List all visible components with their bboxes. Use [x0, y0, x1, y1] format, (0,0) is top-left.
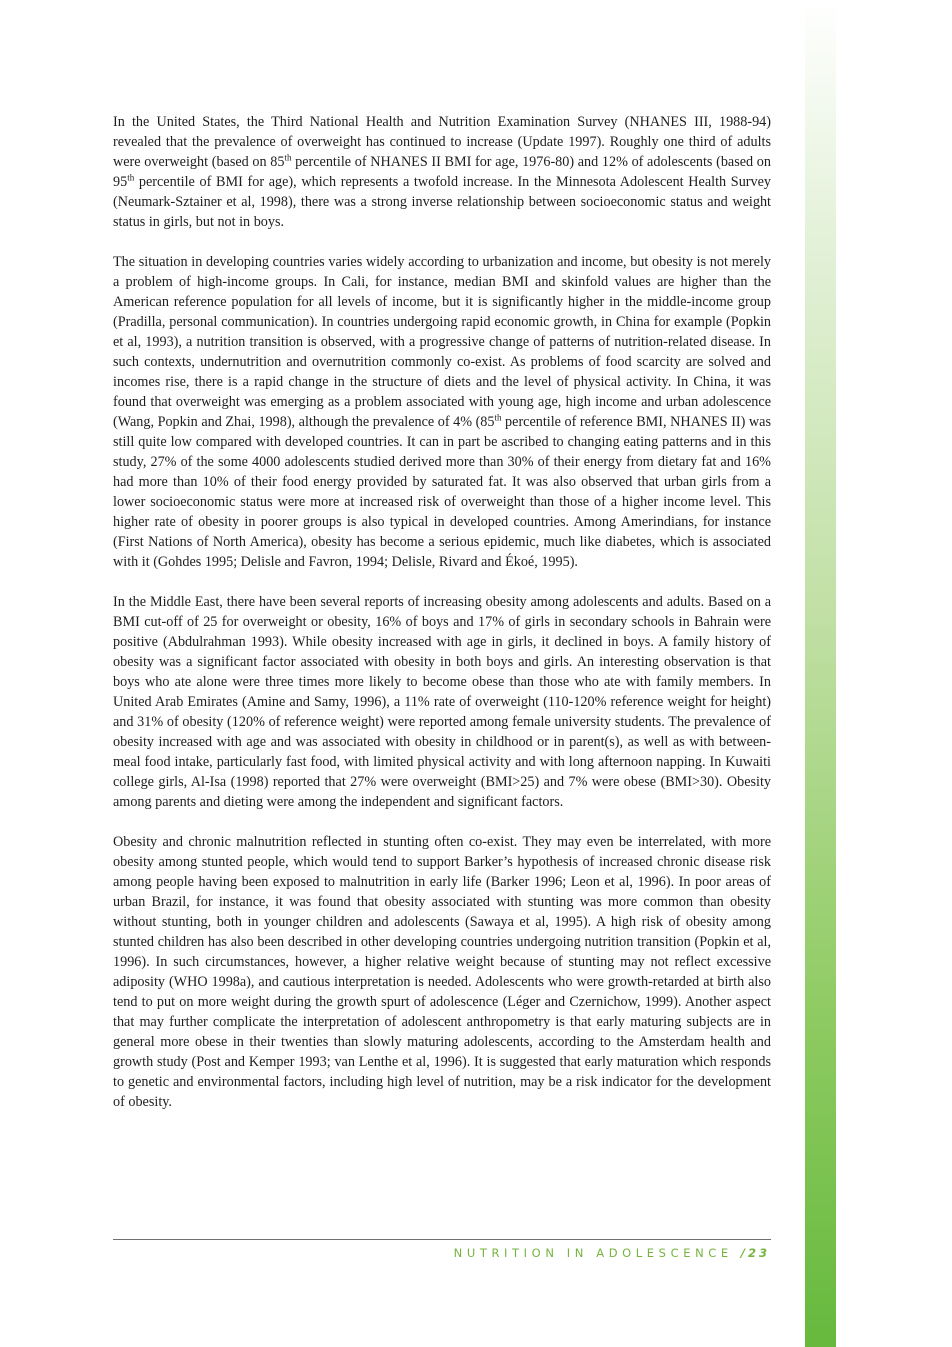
paragraph — [113, 112, 771, 232]
text-run: percentile of BMI for age), which represents a twofold increase. In the Minnesota Adolescent Health Survey (Neumark-Sztainer et al, 1998), there was a strong inverse relationship between socioeconomic status and weight status in girls, but not in boys. — [113, 174, 771, 230]
text-run: Obesity and chronic malnutrition reflected in stunting often co-exist. They may even be interrelated, with more obesity among stunted people, which would tend to support Barker’s hypothesis of increased chronic disease risk among people having been exposed to malnutrition in early life (Barker 1996; Leon et al, 1996). In poor areas of urban Brazil, for instance, it was found that obesity associated with stunting was more common than obesity without stunting, both in younger children and adolescents (Sawaya et al, 1995). A high risk of obesity among stunted children has also been described in other developing countries undergoing nutrition transition (Popkin et al, 1996). In such circumstances, however, a higher relative weight because of stunting may not reflect excessive adiposity (WHO 1998a), and cautious interpretation is needed. Adolescents who were growth-retarded at birth also tend to put on more weight during the growth spurt of adolescence (Léger and Czernichow, 1999). Another aspect that may further complicate the interpretation of adolescent anthropometry is that early maturing subjects are in general more obese in their twenties than slowly maturing adolescents, according to the Amsterdam health and growth study (Post and Kemper 1993; van Lenthe et al, 1996). It is suggested that early maturation which responds to genetic and environmental factors, including high level of nutrition, may be a risk indicator for the development of obesity. — [113, 834, 771, 1110]
text-run: percentile of reference BMI, NHANES II) was still quite low compared with developed countries. It can in part be ascribed to changing eating patterns and in this study, 27% of the some 4000 adolescents studied derived more than 30% of their energy from dietary fat and 16% had more than 10% of their food energy provided by saturated fat. It was also observed that urban girls from a lower socioeconomic status were more at increased risk of overweight than those of a higher income level. This higher rate of obesity in poorer groups is also typical in developed countries. Among Amerindians, for instance (First Nations of North America), obesity has become a serious epidemic, much like diabetes, which is associated with it (Gohdes 1995; Delisle and Favron, 1994; Delisle, Rivard and Ékoé, 1995). — [113, 414, 771, 570]
paragraph — [113, 832, 771, 1112]
body-text — [113, 112, 771, 1132]
side-decoration-bar — [805, 0, 836, 1347]
running-title: NUTRITION IN ADOLESCENCE — [453, 1246, 733, 1260]
text-run: The situation in developing countries varies widely according to urbanization and income, but obesity is not merely a problem of high-income groups. In Cali, for instance, median BMI and skinfold values are higher than the American reference population for all levels of income, but it is significantly higher in the middle-income group (Pradilla, personal communication). In countries undergoing rapid economic growth, in China for example (Popkin et al, 1993), a nutrition transition is observed, with a progressive change of patterns of nutrition-related disease. In such contexts, undernutrition and overnutrition commonly co-exist. As problems of food scarcity are solved and incomes rise, there is a rapid change in the structure of diets and the level of physical activity. In China, it was found that overweight was emerging as a problem associated with young age, high income and urban adolescence (Wang, Popkin and Zhai, 1998), although the prevalence of 4% (85 — [113, 254, 771, 430]
text-run: In the Middle East, there have been several reports of increasing obesity among adolescents and adults. Based on a BMI cut-off of 25 for overweight or obesity, 16% of boys and 17% of girls in secondary schools in Bahrain were positive (Abdulrahman 1993). While obesity increased with age in girls, it declined in boys. A family history of obesity was a significant factor associated with obesity in both boys and girls. An interesting observation is that boys who ate alone were three times more likely to become obese than those who ate with family members. In United Arab Emirates (Amine and Samy, 1996), a 11% rate of overweight (110-120% reference weight for height) and 31% of obesity (120% of reference weight) were reported among female university students. The prevalence of obesity increased with age and was associated with obesity in childhood or in parent(s), as well as with between-meal food intake, particularly fast food, with limited physical activity and with long afternoon napping. In Kuwaiti college girls, Al-Isa (1998) reported that 27% were overweight (BMI>25) and 7% were obese (BMI>30). Obesity among parents and dieting were among the independent and significant factors. — [113, 594, 771, 810]
page-number: /23 — [740, 1246, 770, 1260]
superscript: th — [284, 152, 292, 163]
superscript: th — [494, 412, 502, 423]
footer-rule — [113, 1239, 771, 1240]
page-footer — [113, 1246, 770, 1260]
text-run: percentile of NHANES II BMI for age, 1976-80) and 12% of adolescents (based on 95 — [113, 154, 771, 190]
paragraph — [113, 592, 771, 812]
paragraph — [113, 252, 771, 572]
superscript: th — [127, 172, 135, 183]
text-run: In the United States, the Third National Health and Nutrition Examination Survey (NHANES III, 1988-94) revealed that the prevalence of overweight has continued to increase (Update 1997). Roughly one third of adults were overweight (based on 85 — [113, 114, 771, 170]
